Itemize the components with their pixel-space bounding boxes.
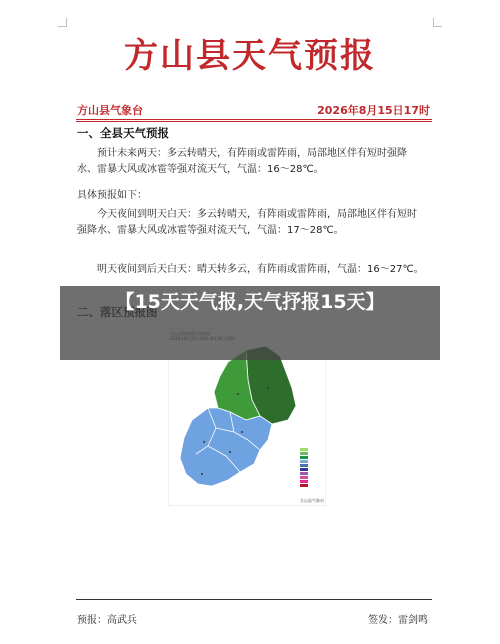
legend-swatch-4 [300, 464, 308, 467]
legend-swatch-3 [300, 460, 308, 463]
legend-swatch-1 [300, 452, 308, 455]
legend-swatch-7 [300, 476, 308, 479]
issue-date: 2026年8月15日17时 [317, 104, 430, 117]
forecast-tonight: 今天夜间到明天白天：多云转晴天，有阵雨或雷阵雨，局部地区伴有短时强降水、雷暴大风或冰雹等强对流天气，气温：17～28℃。 [77, 209, 417, 236]
map-legend [300, 448, 322, 488]
header-rule-secondary [76, 121, 432, 122]
legend-swatch-2 [300, 456, 308, 459]
forecast-summary: 预计未来两天：多云转晴天，有阵雨或雷阵雨，局部地区伴有短时强降水、雷暴大风或冰雹等强对流天气，气温：16～28℃。 [77, 148, 407, 175]
document-title: 方山县天气预报 [124, 36, 376, 76]
forecast-tomorrow: 明天夜间到后天白天：晴天转多云，有阵雨或雷阵雨，气温：16～27℃。 [97, 264, 424, 275]
footer-rule [76, 599, 432, 600]
issuing-agency: 方山县气象台 [77, 104, 143, 117]
map-legend-source: 方山县气象台 [300, 498, 324, 503]
crop-mark-top-right [433, 18, 442, 27]
legend-swatch-8 [300, 480, 308, 483]
header-rule [76, 119, 432, 120]
section1-heading: 一、全县天气预报 [77, 126, 169, 140]
forecaster-credit: 预报：高武兵 [77, 615, 137, 626]
legend-swatch-5 [300, 468, 308, 471]
legend-swatch-6 [300, 472, 308, 475]
legend-swatch-9 [300, 484, 308, 487]
crop-mark-top-left [58, 18, 67, 27]
legend-swatch-0 [300, 448, 308, 451]
detail-heading: 具体预报如下： [77, 190, 147, 201]
issuer-credit: 签发：雷剑鸣 [368, 615, 428, 626]
overlay-title-text[interactable]: 【15天天气报,天气抒报15天】 [115, 291, 385, 313]
